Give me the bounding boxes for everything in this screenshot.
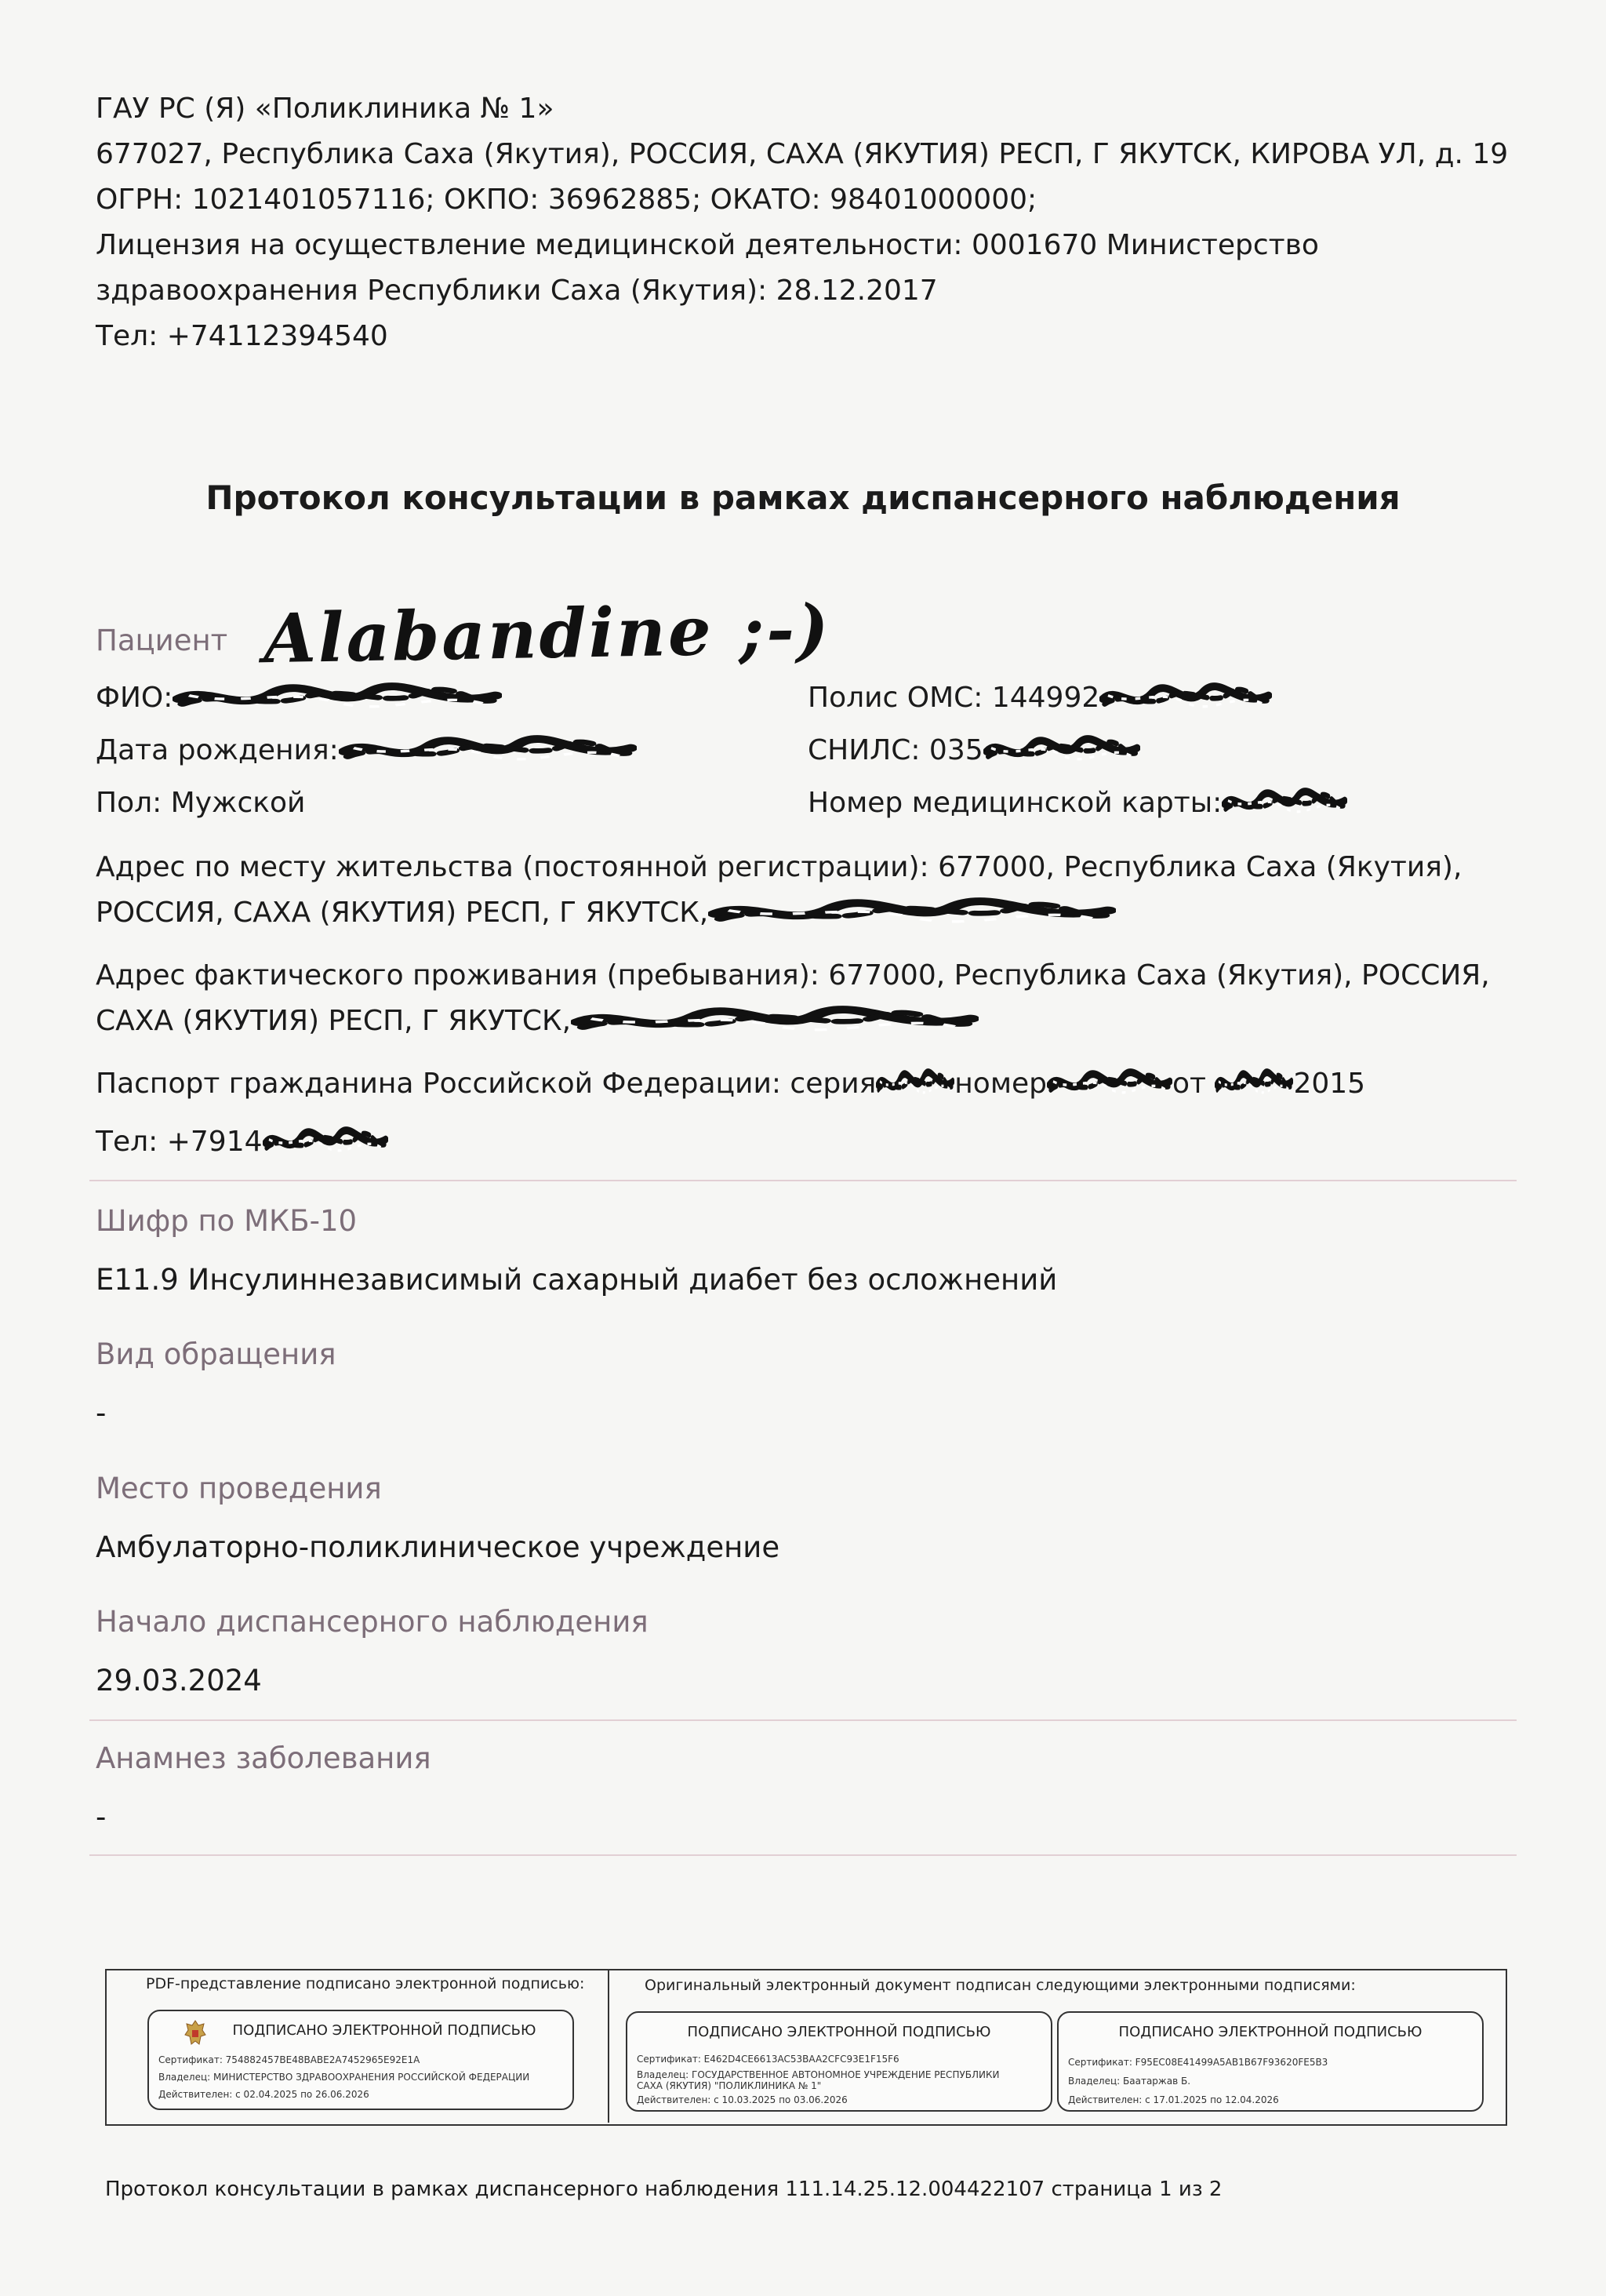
patient-fio bbox=[96, 681, 502, 716]
passport-line bbox=[96, 1067, 1365, 1102]
location-value: Амбулаторно-поликлиническое учреждение bbox=[96, 1530, 780, 1564]
passport-number-label: номер bbox=[954, 1068, 1047, 1100]
visit-type-label: Вид обращения bbox=[96, 1337, 336, 1371]
divider bbox=[89, 1854, 1517, 1856]
redaction-scribble bbox=[1222, 787, 1347, 821]
patient-section-label: Пациент bbox=[96, 624, 228, 657]
reg-address-text: РОССИЯ, САХА (ЯКУТИЯ) РЕСП, Г ЯКУТСК, bbox=[96, 897, 709, 929]
redaction-scribble bbox=[571, 1005, 979, 1039]
fact-address-1: Адрес фактического проживания (пребывания): 677000, Республика Саха (Якутия), РОССИЯ, bbox=[96, 959, 1490, 992]
redaction-scribble bbox=[339, 734, 637, 769]
redaction-scribble bbox=[983, 734, 1140, 769]
signature-stamp-clinic bbox=[626, 2011, 1052, 2112]
document-title: Протокол консультации в рамках диспансерного наблюдения bbox=[205, 478, 1401, 517]
passport-year: 2015 bbox=[1293, 1068, 1366, 1100]
org-address: 677027, Республика Саха (Якутия), РОССИЯ, САХА (ЯКУТИЯ) РЕСП, Г ЯКУТСК, КИРОВА УЛ, д. 19 bbox=[96, 138, 1509, 170]
stamp-title: ПОДПИСАНО ЭЛЕКТРОННОЙ ПОДПИСЬЮ bbox=[1118, 2024, 1423, 2040]
icd-value: E11.9 Инсулиннезависимый сахарный диабет без осложнений bbox=[96, 1263, 1058, 1297]
stamp-valid: Действителен: с 02.04.2025 по 26.06.2026 bbox=[158, 2089, 369, 2100]
stamp-owner: Владелец: Баатаржав Б. bbox=[1068, 2076, 1191, 2087]
snils-label: СНИЛС: 035 bbox=[808, 734, 983, 766]
redaction-scribble bbox=[263, 1126, 388, 1160]
reg-address-1: Адрес по месту жительства (постоянной регистрации): 677000, Республика Саха (Якутия), bbox=[96, 851, 1462, 883]
fio-label: ФИО: bbox=[96, 682, 173, 714]
card-label: Номер медицинской карты: bbox=[808, 787, 1223, 819]
redaction-scribble bbox=[1099, 682, 1272, 716]
divider bbox=[89, 1180, 1517, 1181]
passport-prefix: Паспорт гражданина Российской Федерации: серия bbox=[96, 1068, 877, 1100]
redaction-scribble bbox=[708, 897, 1116, 931]
redaction-scribble bbox=[1047, 1068, 1172, 1102]
patient-birth bbox=[96, 733, 637, 769]
signature-stamp-ministry bbox=[147, 2010, 574, 2110]
stamp-title: ПОДПИСАНО ЭЛЕКТРОННОЙ ПОДПИСЬЮ bbox=[687, 2024, 991, 2040]
fact-address-text: САХА (ЯКУТИЯ) РЕСП, Г ЯКУТСК, bbox=[96, 1005, 572, 1037]
visit-type-value: - bbox=[96, 1396, 107, 1430]
org-phone: Тел: +74112394540 bbox=[96, 320, 388, 352]
stamp-valid: Действителен: с 17.01.2025 по 12.04.2026 bbox=[1068, 2094, 1279, 2105]
start-date-value: 29.03.2024 bbox=[96, 1664, 262, 1697]
signature-stamp-person bbox=[1057, 2011, 1484, 2112]
org-license-1: Лицензия на осуществление медицинской деятельности: 0001670 Министерство bbox=[96, 229, 1319, 261]
location-label: Место проведения bbox=[96, 1472, 382, 1505]
patient-sex: Пол: Мужской bbox=[96, 787, 306, 819]
patient-card bbox=[808, 786, 1347, 821]
stamp-title: ПОДПИСАНО ЭЛЕКТРОННОЙ ПОДПИСЬЮ bbox=[232, 2022, 536, 2039]
anamnesis-value: - bbox=[96, 1800, 107, 1834]
original-signature-heading: Оригинальный электронный документ подписан следующими электронными подписями: bbox=[645, 1977, 1356, 1994]
anamnesis-label: Анамнез заболевания bbox=[96, 1741, 431, 1775]
page-footer: Протокол консультации в рамках диспансерного наблюдения 111.14.25.12.004422107 страница 1 из 2 bbox=[105, 2178, 1223, 2201]
patient-oms bbox=[808, 681, 1272, 716]
stamp-cert: Сертификат: E462D4CE6613AC53BAA2CFC93E1F15F6 bbox=[637, 2054, 899, 2065]
signature-divider bbox=[608, 1969, 609, 2123]
patient-phone bbox=[96, 1125, 388, 1160]
stamp-owner-2: САХА (ЯКУТИЯ) "ПОЛИКЛИНИКА № 1" bbox=[637, 2080, 822, 2091]
oms-label: Полис ОМС: 144992 bbox=[808, 682, 1100, 714]
passport-from-label: от bbox=[1172, 1068, 1206, 1100]
org-license-2: здравоохранения Республики Саха (Якутия): 28.12.2017 bbox=[96, 275, 938, 307]
pdf-signature-heading: PDF-представление подписано электронной подписью: bbox=[146, 1975, 585, 1992]
org-name: ГАУ РС (Я) «Поликлиника № 1» bbox=[96, 93, 554, 125]
icd-label: Шифр по МКБ-10 bbox=[96, 1204, 358, 1238]
patient-snils bbox=[808, 733, 1140, 769]
stamp-cert: Сертификат: 754882457BE48BABE2A7452965E92E1A bbox=[158, 2054, 420, 2065]
divider bbox=[89, 1719, 1517, 1721]
redaction-scribble bbox=[173, 682, 502, 716]
stamp-owner: Владелец: ГОСУДАРСТВЕННОЕ АВТОНОМНОЕ УЧРЕЖДЕНИЕ РЕСПУБЛИКИ bbox=[637, 2069, 1000, 2080]
patient-phone-text: Тел: +7914 bbox=[96, 1126, 263, 1158]
stamp-cert: Сертификат: F95EC08E41499A5AB1B67F93620FE5B3 bbox=[1068, 2057, 1328, 2068]
reg-address-2 bbox=[96, 896, 1116, 931]
stamp-owner: Владелец: МИНИСТЕРСТВО ЗДРАВООХРАНЕНИЯ РОССИЙСКОЙ ФЕДЕРАЦИИ bbox=[158, 2072, 530, 2083]
org-ids: ОГРН: 1021401057116; ОКПО: 36962885; ОКАТО: 98401000000; bbox=[96, 184, 1037, 216]
start-date-label: Начало диспансерного наблюдения bbox=[96, 1605, 649, 1639]
birth-label: Дата рождения: bbox=[96, 734, 339, 766]
redaction-scribble bbox=[1215, 1068, 1293, 1102]
fact-address-2 bbox=[96, 1004, 979, 1039]
redaction-scribble bbox=[876, 1068, 954, 1102]
handwritten-note: Alabandine ;-) bbox=[263, 589, 832, 679]
stamp-valid: Действителен: с 10.03.2025 по 03.06.2026 bbox=[637, 2094, 848, 2105]
